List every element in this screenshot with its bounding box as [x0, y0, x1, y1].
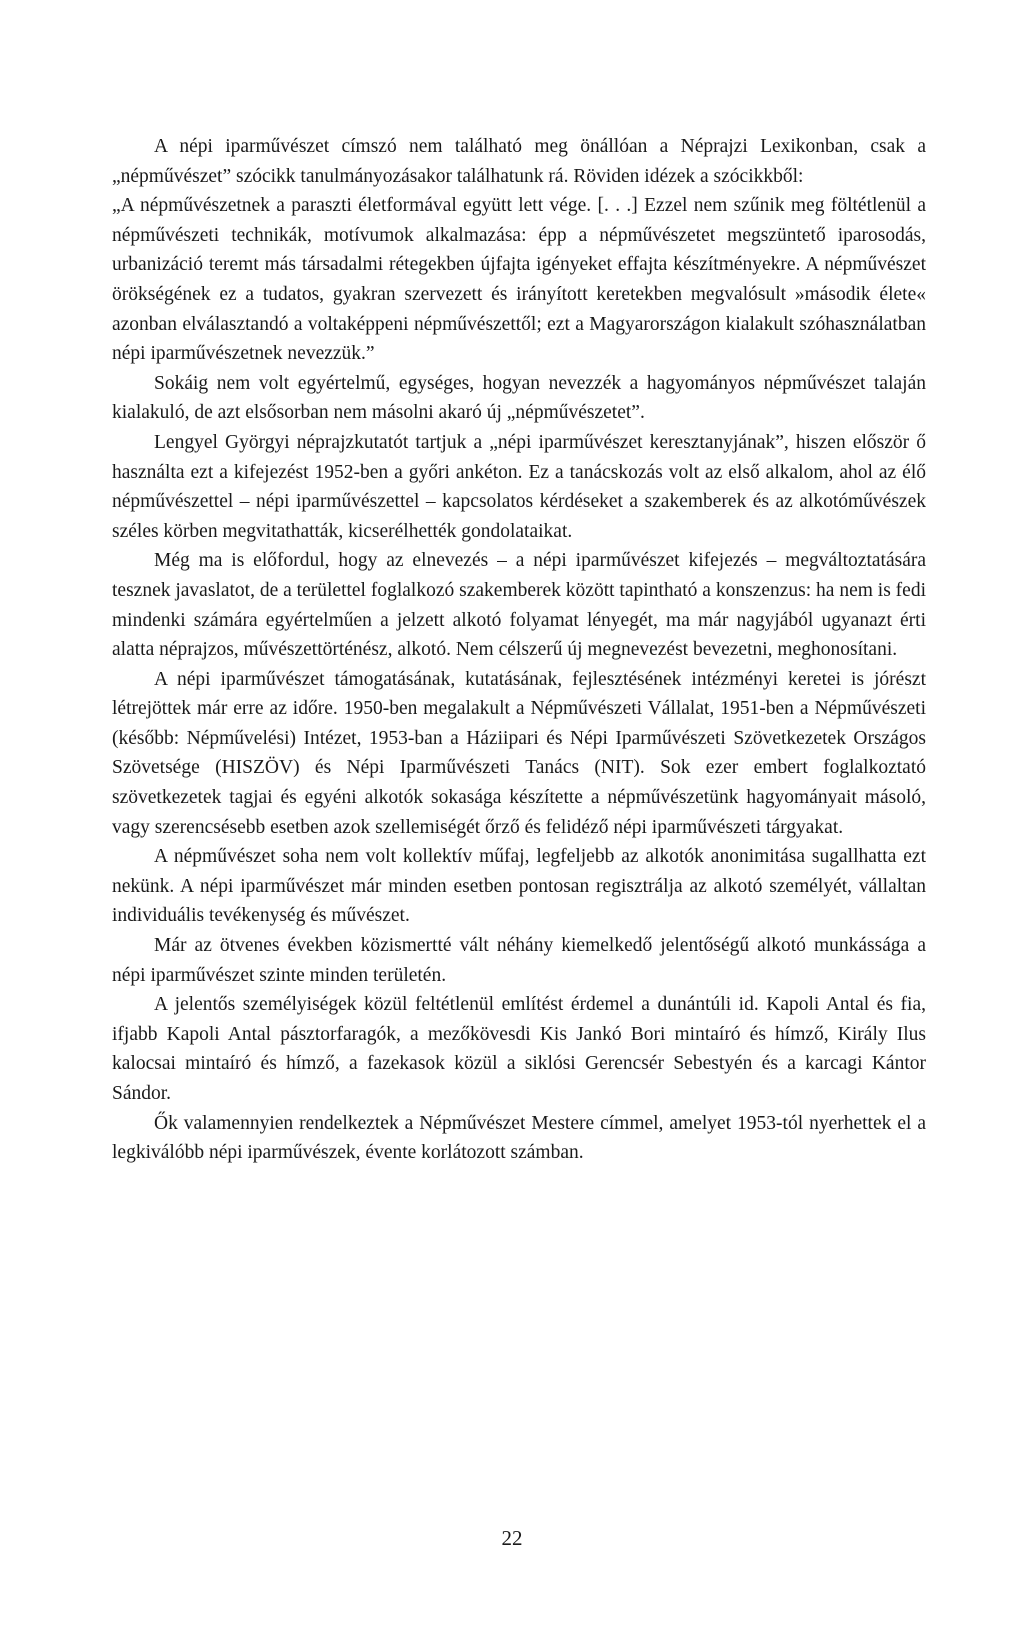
paragraph-quote: „A népművészetnek a paraszti életformával együtt lett vége. [. . .] Ezzel nem szűnik meg föltétlenül a népművészeti technikák, motívumok alkalmazása: épp a népművészetet megszüntető iparosodás, urbanizáció teremt más társadalmi rétegekben újfajta igényeket effajta készítményekre. A népművészet örökségének ez a tudatos, gyakran szervezett és irányított keretekben megvalósult »második élete« azonban elválasztandó a voltaképpeni népművészettől; ezt a Magyarországon kialakult szóhasználatban népi iparművészetnek nevezzük.”	[112, 195, 926, 365]
paragraph-collective: A népművészet soha nem volt kollektív műfaj, legfeljebb az alkotók anonimitása sugallhatta ezt nekünk. A népi iparművészet már minden esetben pontosan regisztrálja az alkotó személyét, vállaltan individuális tevékenység és művészet.	[112, 846, 926, 927]
paragraph-intro: A népi iparművészet címszó nem található meg önállóan a Néprajzi Lexikonban, csak a „népművészet” szócikk tanulmányozásakor találhatunk rá. Röviden idézek a szócikkből:	[112, 136, 926, 187]
paragraph-consensus: Még ma is előfordul, hogy az elnevezés – a népi iparművészet kifejezés – megváltoztatására tesznek javaslatot, de a területtel foglalkozó szakemberek között tapintható a konszenzus: ha nem is fedi mindenki számára egyértelműen a jelzett alkotó folyamat lényegét, ma már nagyjából ugyanazt érti alatta néprajzos, művészettörténész, alkotó. Nem célszerű új megnevezést bevezetni, meghonosítani.	[112, 550, 926, 661]
paragraph-personalities: A jelentős személyiségek közül feltétlenül említést érdemel a dunántúli id. Kapoli Antal és fia, ifjabb Kapoli Antal pásztorfaragók, a mezőkövesdi Kis Jankó Bori mintaíró és hímző, Király Ilus kalocsai mintaíró és hímző, a fazekasok közül a siklósi Gerencsér Sebestyén és a karcagi Kántor Sándor.	[112, 994, 926, 1104]
paragraph-institutions: A népi iparművészet támogatásának, kutatásának, fejlesztésének intézményi keretei is jórészt létrejöttek már erre az időre. 1950-ben megalakult a Népművészeti Vállalat, 1951-ben a Népművészeti (később: Népművelési) Intézet, 1953-ban a Háziipari és Népi Iparművészeti Szövetkezetek Országos Szövetsége (HISZÖV) és Népi Iparművészeti Tanács (NIT). Sok ezer embert foglalkoztató szövetkezetek tagjai és egyéni alkotók sokasága készítette a népművészetünk hagyományait másoló, vagy szerencsésebb esetben azok szellemiségét őrző és felidéző népi iparművészeti tárgyakat.	[112, 668, 926, 838]
paragraph-naming: Sokáig nem volt egyértelmű, egységes, hogyan nevezzék a hagyományos népművészet talaján kialakuló, de azt elsősorban nem másolni akaró új „népművészetet”.	[112, 372, 926, 424]
paragraph-fifties: Már az ötvenes években közismertté vált néhány kiemelkedő jelentőségű alkotó munkássága a népi iparművészet szinte minden területén.	[112, 935, 926, 986]
page-number: 22	[501, 1526, 523, 1550]
paragraph-lengyel: Lengyel Györgyi néprajzkutatót tartjuk a „népi iparművészet keresztanyjának”, hiszen először ő használta ezt a kifejezést 1952-ben a győri ankéton. Ez a tanácskozás volt az első alkalom, ahol az élő népművészettel – népi iparművészettel – kapcsolatos kérdéseket a szakemberek és az alkotóművészek széles körben megvitathatták, kicserélhették gondolataikat.	[112, 431, 926, 542]
paragraph-masters: Ők valamennyien rendelkeztek a Népművészet Mestere címmel, amelyet 1953-tól nyerhettek el a legkiválóbb népi iparművészek, évente korlátozott számban.	[112, 1112, 926, 1164]
page-body	[112, 132, 926, 1168]
